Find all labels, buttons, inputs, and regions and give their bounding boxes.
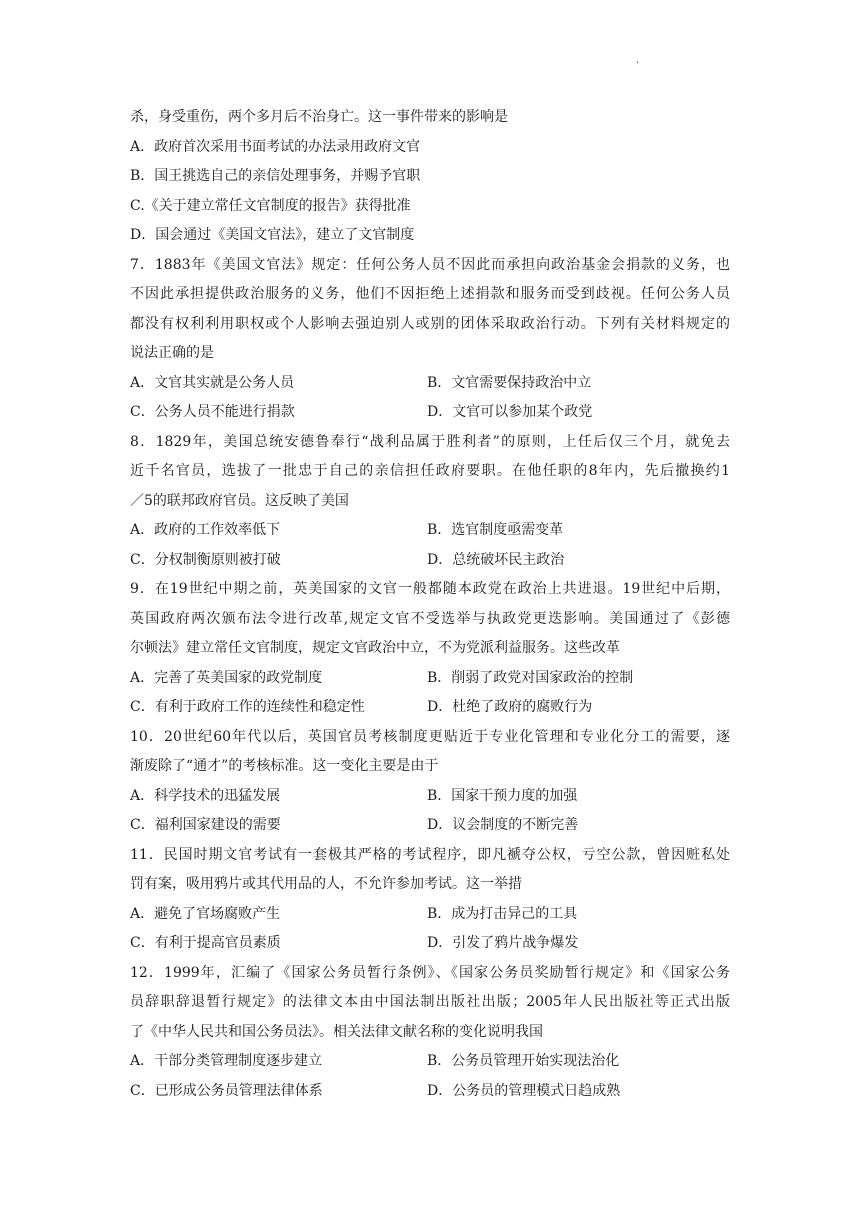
option-b: B．国王挑选自己的亲信处理事务，并赐予官职 bbox=[130, 168, 421, 184]
question-9 bbox=[130, 575, 730, 723]
option-d: D．杜绝了政府的腐败行为 bbox=[427, 699, 593, 715]
question-stem-line: ／5的联邦政府官员。这反映了美国 bbox=[130, 492, 349, 509]
question-stem-line: 渐废除了“通才”的考核标准。这一变化主要是由于 bbox=[130, 758, 439, 774]
question-stem-line: 不因此承担提供政治服务的义务，他们不因拒绝上述捐款和服务而受到歧视。任何公务人员 bbox=[130, 286, 730, 302]
option-c: C.《关于建立常任文官制度的报告》获得批准 bbox=[130, 197, 411, 214]
option-c: C．有利于提高官员素质 bbox=[130, 935, 281, 951]
question-stem-line: 12．1999年，汇编了《国家公务员暂行条例》、《国家公务员奖励暂行规定》和《国家公务 bbox=[130, 964, 730, 981]
option-d: D．国会通过《美国文官法》，建立了文官制度 bbox=[130, 227, 415, 243]
question-stem-line: 罚有案，吸用鸦片或其代用品的人，不允许参加考试。这一举措 bbox=[130, 876, 522, 892]
question-stem-line: 都没有权利利用职权或个人影响去强迫别人或别的团体采取政治行动。下列有关材料规定的 bbox=[130, 315, 730, 332]
option-b: B．文官需要保持政治中立 bbox=[427, 374, 592, 391]
option-row bbox=[130, 398, 730, 428]
carryover-question bbox=[130, 103, 730, 251]
question-stem-line: 7．1883年《美国文官法》规定：任何公务人员不因此而承担向政治基金会捐款的义务，也 bbox=[130, 256, 730, 273]
option-row bbox=[130, 693, 730, 723]
option-a: A．避免了官场腐败产生 bbox=[130, 905, 281, 922]
question-stem-line: 杀，身受重伤，两个多月后不治身亡。这一事件带来的影响是 bbox=[130, 109, 508, 125]
option-row bbox=[130, 546, 730, 576]
option-c: C．有利于政府工作的连续性和稳定性 bbox=[130, 699, 365, 715]
question-stem-line: 员辞职辞退暂行规定》的法律文本由中国法制出版社出版；2005年人民出版社等正式出版 bbox=[130, 994, 730, 1010]
option-c: C．已形成公务员管理法律体系 bbox=[130, 1082, 323, 1099]
option-d: D．公务员的管理模式日趋成熟 bbox=[427, 1082, 621, 1099]
question-stem-line: 8．1829年，美国总统安德鲁奉行“战利品属于胜利者”的原则，上任后仅三个月，就免去 bbox=[130, 433, 730, 450]
option-d: D．总统破坏民主政治 bbox=[427, 551, 565, 568]
option-d: D．议会制度的不断完善 bbox=[427, 817, 579, 833]
option-b: B．公务员管理开始实现法治化 bbox=[427, 1053, 620, 1069]
question-stem-line: 了《中华人民共和国公务员法》。相关法律文献名称的变化说明我国 bbox=[130, 1023, 543, 1040]
option-a: A．文官其实就是公务人员 bbox=[130, 374, 295, 391]
question-stem-line: 10．20世纪60年代以后，英国官员考核制度更贴近于专业化管理和专业化分工的需要，逐 bbox=[130, 728, 730, 745]
option-a: A．政府的工作效率低下 bbox=[130, 522, 281, 538]
option-a: A．政府首次采用书面考试的办法录用政府文官 bbox=[130, 138, 421, 155]
option-row bbox=[130, 929, 730, 959]
question-11 bbox=[130, 841, 730, 959]
question-stem-line: 11．民国时期文官考试有一套极其严格的考试程序，即凡褫夺公权，亏空公款，曾因赃私处 bbox=[130, 846, 730, 863]
option-b: B．选官制度亟需变革 bbox=[427, 522, 564, 538]
option-a: A．干部分类管理制度逐步建立 bbox=[130, 1053, 323, 1069]
question-stem-line: 近千名官员，选拔了一批忠于自己的亲信担任政府要职。在他任职的8年内，先后撤换约1 bbox=[130, 463, 730, 479]
option-c: C．公务人员不能进行捐款 bbox=[130, 404, 295, 420]
option-c: C．福利国家建设的需要 bbox=[130, 817, 281, 833]
question-stem-line: 英国政府两次颁布法令进行改革,规定文官不受选举与执政党更迭影响。美国通过了《彭德 bbox=[130, 610, 730, 627]
option-b: B．削弱了政党对国家政治的控制 bbox=[427, 669, 634, 686]
question-7 bbox=[130, 251, 730, 428]
option-row bbox=[130, 516, 730, 546]
option-d: D．引发了鸦片战争爆发 bbox=[427, 935, 579, 951]
option-c: C．分权制衡原则被打破 bbox=[130, 551, 281, 568]
option-a: A．完善了英美国家的政党制度 bbox=[130, 669, 323, 686]
option-row bbox=[130, 782, 730, 812]
question-stem-line: 尔顿法》建立常任文官制度，规定文官政治中立，不为党派利益服务。这些改革 bbox=[130, 640, 620, 656]
question-stem-line: 9．在19世纪中期之前，英美国家的文官一般都随本政党在政治上共进退。19世纪中后期， bbox=[130, 581, 730, 597]
question-12 bbox=[130, 959, 730, 1107]
page-mark: · bbox=[636, 58, 640, 69]
option-row bbox=[130, 1077, 730, 1107]
option-b: B．国家干预力度的加强 bbox=[427, 787, 578, 804]
option-row bbox=[130, 811, 730, 841]
option-row bbox=[130, 1047, 730, 1077]
question-8 bbox=[130, 428, 730, 576]
option-row bbox=[130, 664, 730, 694]
option-b: B．成为打击异己的工具 bbox=[427, 905, 578, 922]
question-stem-line: 说法正确的是 bbox=[130, 345, 214, 361]
option-a: A．科学技术的迅猛发展 bbox=[130, 787, 281, 804]
question-10 bbox=[130, 723, 730, 841]
question-content bbox=[130, 103, 730, 1106]
option-row bbox=[130, 369, 730, 399]
option-d: D．文官可以参加某个政党 bbox=[427, 404, 593, 420]
option-row bbox=[130, 900, 730, 930]
